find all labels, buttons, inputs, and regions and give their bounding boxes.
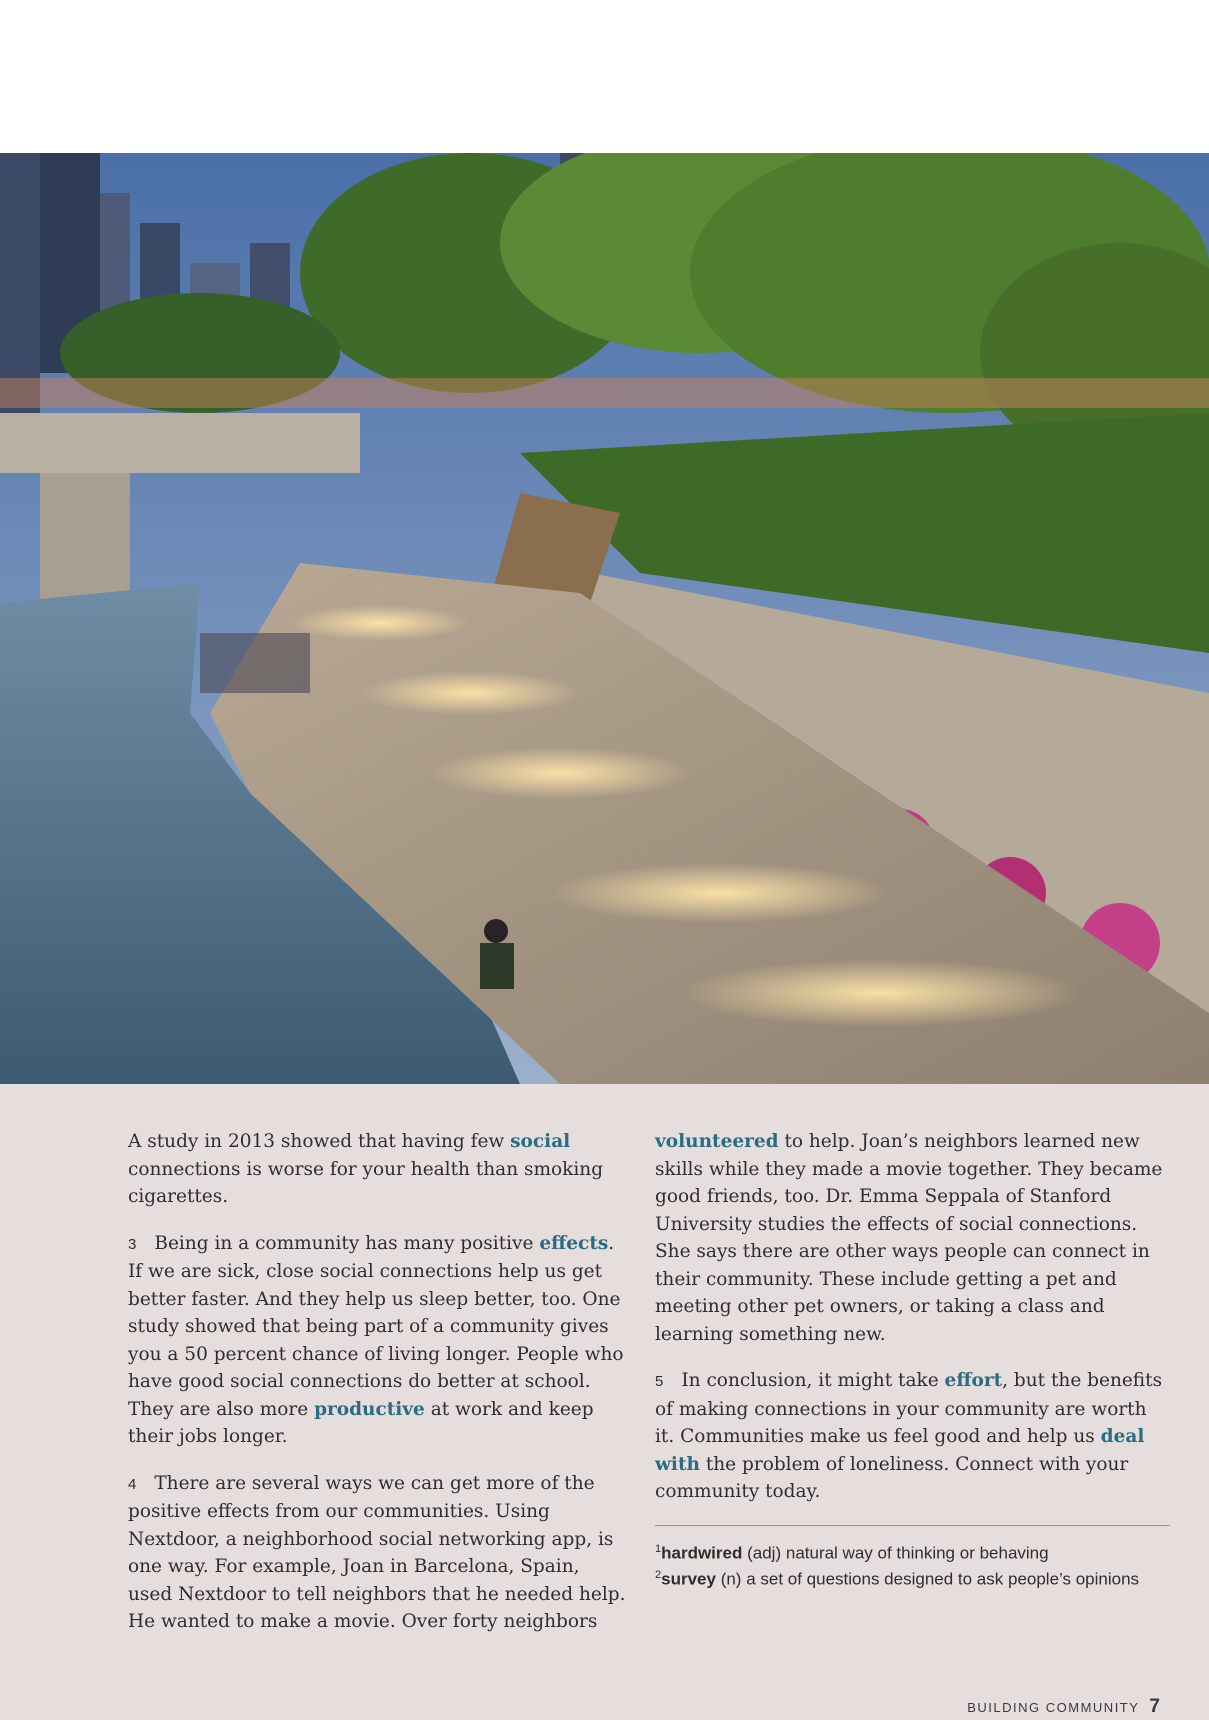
- footnote-definition: natural way of thinking or behaving: [785, 1543, 1049, 1563]
- body-text: , but the benefits of making connections in your community are worth it. Communities make us feel good and help us: [655, 1370, 1163, 1447]
- body-text: In conclusion, it might take: [681, 1370, 945, 1391]
- body-text: There are several ways we can get more of the positive effects from our communities. Using Nextdoor, a neighborhood social networking app, is one way. For example, Joan in Barcelona, Spain, used Nextdoor to tell neighbors that he needed help. He wanted to make a movie. Over forty neighbors: [128, 1472, 626, 1632]
- page-footer: [940, 1696, 1160, 1720]
- footnote: [655, 1538, 1170, 1565]
- body-text: . If we are sick, close social connections help us get better faster. And they help us sleep better, too. One study showed that being part of a community gives you a 50 percent chance of living longer. People who have good social connections do better at school. They are also more: [128, 1232, 624, 1420]
- body-text: connections is worse for your health than smoking cigarettes.: [128, 1158, 604, 1207]
- paragraph-intro: [128, 1128, 628, 1211]
- footnote-term: survey: [661, 1569, 716, 1589]
- body-text: at work and keep their jobs longer.: [128, 1398, 594, 1447]
- body-text: the problem of loneliness. Connect with your community today.: [655, 1453, 1129, 1502]
- paragraph-4-continued: [655, 1128, 1170, 1348]
- paragraph-5: [655, 1367, 1170, 1506]
- vocab-word-volunteered: volunteered: [655, 1131, 779, 1152]
- vocab-word-productive: productive: [314, 1398, 425, 1420]
- footnote: [655, 1564, 1170, 1591]
- vocab-word-effects: effects: [539, 1232, 609, 1254]
- footnote-pos: (n): [720, 1569, 742, 1589]
- body-text: A study in 2013 showed that having few: [128, 1131, 511, 1152]
- footnote-number: 2: [655, 1569, 662, 1582]
- vocab-word-social: social: [510, 1131, 571, 1152]
- left-column: [128, 1128, 628, 1655]
- paragraph-3: [128, 1230, 628, 1451]
- footnote-pos: (adj): [747, 1543, 782, 1563]
- seoul-stream-photo: [0, 153, 1209, 1084]
- vocab-word-effort: effort: [944, 1370, 1003, 1391]
- paragraph-number: 4: [128, 1475, 137, 1493]
- body-text: to help. Joan’s neighbors learned new skills while they made a movie together. They became good friends, too. Dr. Emma Seppala of Stanford University studies the effects of social connections. She says there are other ways people can connect in their community. These include getting a pet and meeting other pet owners, or taking a class and learning something new.: [655, 1131, 1163, 1345]
- vocab-word-deal-with: deal with: [655, 1426, 1145, 1475]
- page-number: 7: [1149, 1696, 1160, 1717]
- right-column: [655, 1128, 1170, 1591]
- paragraph-number: 3: [128, 1235, 137, 1253]
- paragraph-4: [128, 1470, 628, 1636]
- footnote-divider: [655, 1525, 1170, 1526]
- section-title: BUILDING COMMUNITY: [967, 1700, 1140, 1715]
- hero-photo: [0, 153, 1209, 1084]
- body-text: Being in a community has many positive: [154, 1232, 540, 1254]
- paragraph-number: 5: [655, 1373, 664, 1390]
- footnote-definition: a set of questions designed to ask people’s opinions: [746, 1569, 1140, 1589]
- footnote-term: hardwired: [661, 1543, 743, 1563]
- footnote-number: 1: [655, 1542, 662, 1555]
